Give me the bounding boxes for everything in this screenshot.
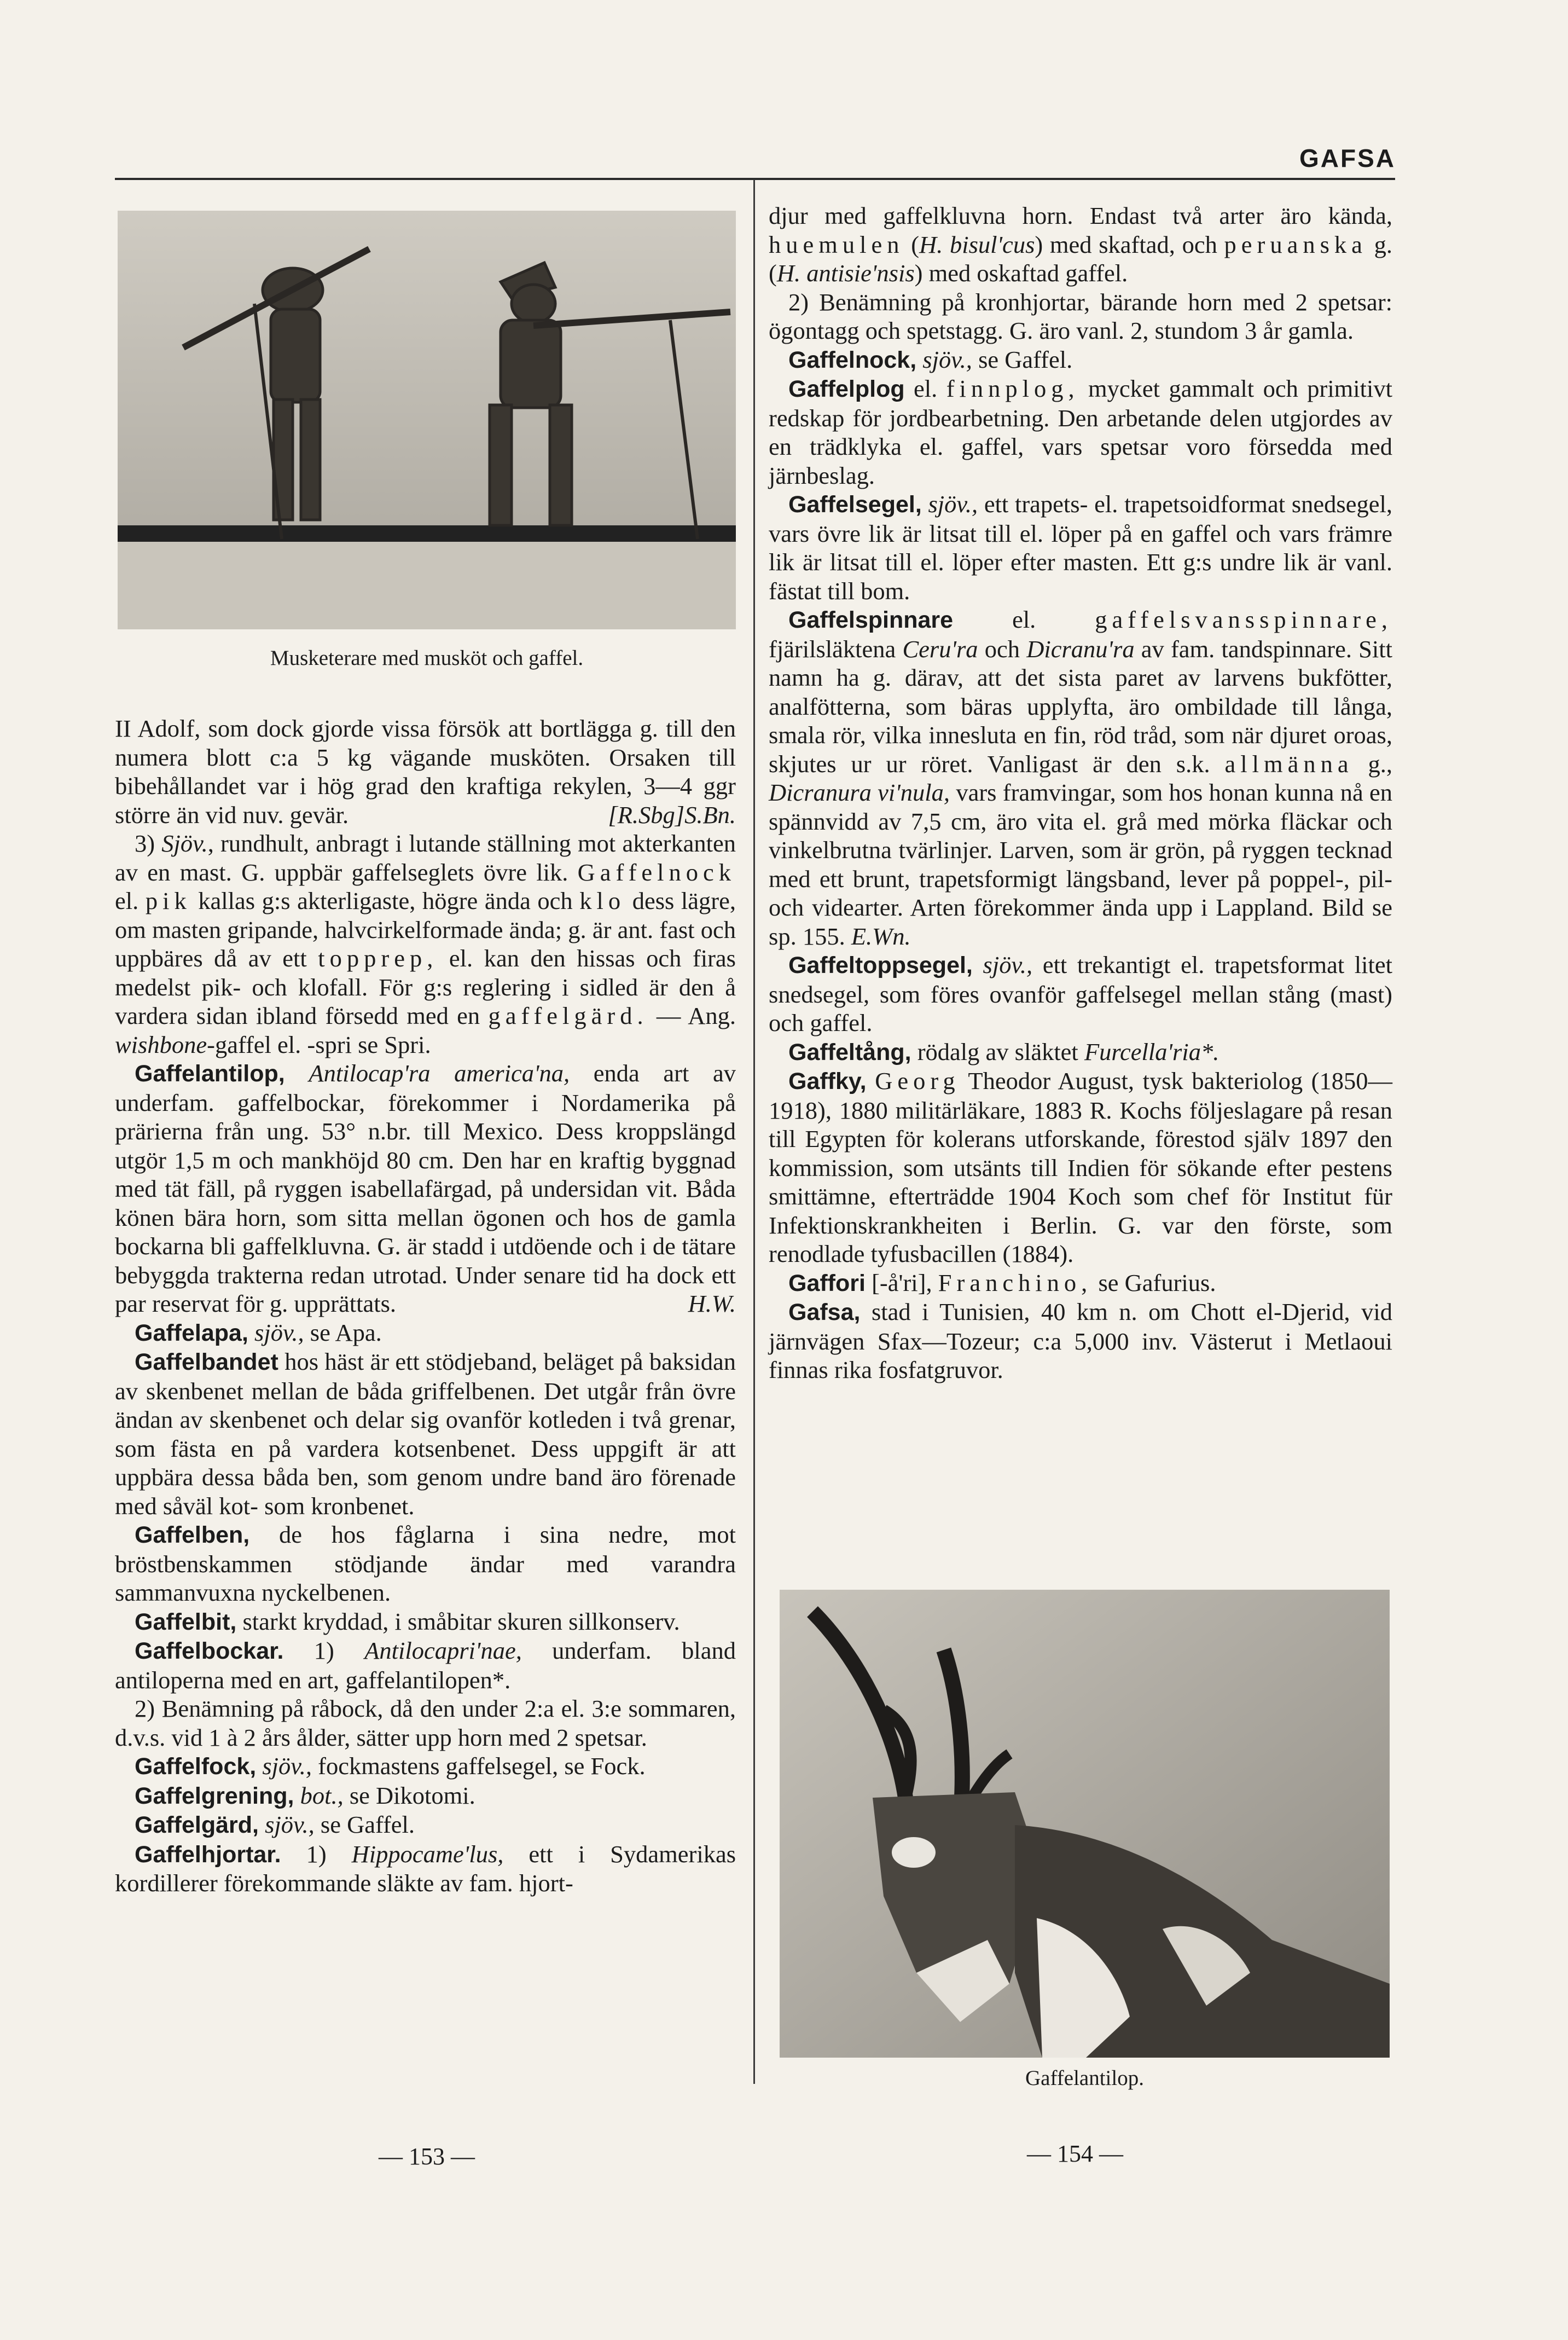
headword: Gaffelben, [135,1522,250,1548]
entry-gafsa [769,1298,1392,1385]
entry-gaffelhjortar-cont [769,201,1392,288]
headword: Gaffky, [788,1068,867,1094]
text: se Gaffel. [320,1811,415,1838]
headword: Gaffelnock, [788,346,917,373]
text: — Ang. [656,1002,736,1029]
text: g., [1368,750,1393,778]
text: ( [911,230,920,258]
spaced-term: topprep, [318,945,438,972]
text: 2) Benämning på råbock, då den under 2:a el. 3:e sommaren, d.v.s. vid 1 à 2 års ålder, sätter upp horn med 2 spetsar. [115,1695,736,1751]
spaced-term: Franchino, [938,1269,1093,1296]
text: Dicranura vi'nula, [769,779,950,806]
entry-gaffelhjortar [115,1840,736,1898]
text: fockmastens gaffelsegel, se Fock. [318,1752,646,1780]
text: H. antisie'nsis [776,259,915,287]
figure-caption-pronghorn: Gaffelantilop. [1025,2066,1144,2090]
text: sjöv., [922,345,972,373]
text: II Adolf, som dock gjorde vissa försök att bortlägga g. till den numera blott c:a 5 kg vägande musköten. Orsaken till bibehållandet var i hög grad den kraftiga rekylen, 3—4 ggr större än vid nuv. gevär. [115,715,736,829]
entry-gaffelapa [115,1318,736,1348]
spaced-term: pik [145,887,191,914]
spaced-term: allmänna [1224,750,1354,778]
entry-gaffelbit [115,1607,736,1637]
text: Ceru'ra [902,635,978,663]
headword: Gaffelgrening, [135,1782,294,1809]
entry-gaffky [769,1067,1392,1269]
entry-gaffelbandet [115,1347,736,1520]
text: stad i Tunisien, 40 km n. om Chott el-Djerid, vid järnvägen Sfax—Tozeur; c:a 5,000 inv. Västerut i Metlaoui finnas rika fosfatgruvor. [769,1298,1393,1383]
author-signature: [R.Sbg]S.Bn. [608,801,736,829]
entry-gaffelsegel [769,490,1392,605]
text: 3) [135,830,155,857]
headword: Gaffelplog [788,376,905,402]
musketeers-illustration [118,211,736,629]
text: el. [115,887,139,914]
headword: Gaffelbockar. [135,1638,284,1664]
running-head: GAFSA [1299,144,1396,172]
pronghorn-photo [780,1590,1390,2058]
text: starkt kryddad, i småbitar skuren sillkonserv. [242,1607,680,1635]
text: 2) Benämning på kronhjortar, bärande horn med 2 spetsar: ögontagg och spetstagg. G. äro vanl. 2, stundom 3 år gamla. [769,288,1392,344]
spaced-term: Georg [875,1067,960,1094]
headword: Gafsa, [788,1299,861,1325]
text: el. kan den hissas och firas medelst pik- och klofall. För g:s reglering i sidled är den å vardera sidan ibland försedd med en [115,945,736,1029]
paragraph-musket-end [115,714,736,829]
text: enda art av underfam. gaffelbockar, förekommer i Nordamerika på prärierna från ung. 53° n.br. till Mexico. Dess kroppslängd utgör 1,5 m och mankhöjd 80 cm. Den har en kraftig byggnad med tät fäll, på ryggen isabellafärgad, på undersidan vit. Båda könen bära horn, som sitta mellan ögonen och hos de gamla bockarna bli gaffelkluvna. G. är stadd i utdöende och i de tätare bebyggda trakterna redan utrotad. Under senare tid ha dock ett par reservat för g. upprättats. [115,1059,736,1317]
text: ) med oskaftad gaffel. [914,259,1128,287]
text: ) med skaftad, och [1035,230,1217,258]
spaced-term: peruanska [1224,230,1367,258]
right-column [769,201,1392,1385]
headword: Gaffelapa, [135,1319,248,1346]
left-column [115,714,736,1898]
paragraph-sjov [115,829,736,1059]
text: ett i Sydamerikas kordillerer förekommande släkte av fam. hjort- [115,1840,736,1897]
text: se Apa. [310,1318,382,1346]
entry-gaffelplog [769,374,1392,490]
headword: Gaffelsegel, [788,491,922,518]
text: -gaffel el. -spri se Spri. [207,1030,431,1058]
text: , rundhult, anbragt i lutande ställning mot akterkanten av en mast. G. uppbär gaffelseglets övre lik. [115,830,736,886]
entry-gaffelspinnare [769,605,1392,951]
entry-gaffelbockar-2 [115,1694,736,1752]
headword: Gaffori [788,1270,866,1296]
text: Furcella'ria*. [1084,1038,1219,1065]
text: dess lägre, om masten gripande, halvcirkelformade ända; g. är ant. fast och uppbäres då av ett [115,887,736,972]
text: Hippocame'lus, [351,1840,504,1868]
headword: Gaffelspinnare [788,607,954,633]
headword: Gaffeltång, [788,1039,911,1065]
text: och [984,635,1020,663]
headword: Gaffelfock, [135,1753,257,1780]
author-signature: H.W. [688,1290,736,1317]
headword: Gaffeltoppsegel, [788,952,973,978]
entry-gaffelgrening [115,1781,736,1811]
text: kallas g:s akterligaste, högre ända och [198,887,573,914]
headword: Gaffelbandet [135,1349,278,1375]
text: Theodor August, tysk bakteriolog (1850—1918), 1880 militärläkare, 1883 R. Kochs följeslagare på resan till Egypten för kolerans utforskande, förestod själv 1897 den kommission, som utsänts till Indien för sökande efter pestens smittämne, efterträdde 1904 Koch som chef för Institut für Infektionskrankheiten i Berlin. G. var den förste, som renodlade tyfusbacillen (1884). [769,1067,1393,1267]
spaced-term: finnplog, [946,375,1079,402]
entry-gaffeltoppsegel [769,951,1392,1038]
pronghorn-photo-image [780,1590,1390,2058]
spaced-term: klo [579,887,626,914]
text: fjärilsläktena [769,635,896,663]
text: sjöv., [265,1811,315,1838]
entry-gaffelfock [115,1752,736,1781]
spaced-term: gaffelgärd. [488,1002,648,1029]
text: underfam. bland antiloperna med en art, gaffelantilopen*. [115,1637,736,1694]
text: se Dikotomi. [349,1781,475,1809]
text: hos häst är ett stödjeband, beläget på baksidan av skenbenet mellan de båda griffelbenen. Det utgår från övre ändan av skenbenet och delar sig ovanför kotleden i två grenar, som fästa en på vardera kotsenbenet. Dess uppgift är att uppbära dessa båda ben, som genom undre band äro förenade med såväl kot- som kronbenet. [115,1348,736,1520]
text: sjöv., [262,1752,312,1780]
text: Sjöv. [161,830,208,857]
page-number-right: — 154 — [1027,2140,1123,2167]
column-divider [753,179,755,2084]
figure-caption-musketeers: Musketerare med musköt och gaffel. [270,646,584,670]
entry-gaffelnock [769,345,1392,375]
text: wishbone [115,1030,207,1058]
text: vars framvingar, som hos honan kunna nå en spännvidd av 7,5 cm, äro vita el. grå med mörka fläckar och vinkelbrutna tvärlinjer. Larven, som är grön, på ryggen tecknad med ett brunt, trapetsformigt längsband, lever på poppel-, pil- och videarter. Arten förekommer ända upp i Lappland. Bild se sp. 155. [769,779,1393,950]
text: se Gafurius. [1098,1269,1216,1296]
text: de hos fåglarna i sina nedre, mot bröstbenskammen stödjande ändar med varandra sammanvuxna nyckelbenen. [115,1521,736,1606]
headword: Gaffelbit, [135,1608,237,1635]
text: bot., [300,1781,344,1809]
author-signature: E.Wn. [851,922,911,950]
text: Antilocapri'nae, [364,1637,522,1664]
entry-gaffelgard [115,1810,736,1840]
entry-gaffelbockar [115,1636,736,1694]
text: 1) [306,1840,327,1868]
text: sjöv., [983,951,1033,978]
entry-gaffelantilop [115,1059,736,1318]
entry-gaffelben [115,1520,736,1607]
text: [-å'ri], [872,1269,932,1296]
text: av fam. tandspinnare. Sitt namn ha g. därav, att det sista paret av larvens bukfötter, analfötterna, som bäras upplyfta, äro ombildade till långa, smala rör, vilka innesluta en fin, röd tråd, som när djuret oroas, skjutes ur ur röret. Vanligast är den s.k. [769,635,1392,778]
headword: Gaffelantilop, [135,1061,285,1087]
entry-gaffelhjortar-2 [769,288,1392,345]
headword: Gaffelhjortar. [135,1841,281,1868]
text: Antilocap'ra america'na, [309,1059,570,1087]
entry-gaffori [769,1269,1392,1298]
text: el. [1012,606,1036,633]
text: sjöv., [254,1318,304,1346]
page-number-left: — 153 — [379,2143,475,2170]
spaced-term: huemulen [769,230,904,258]
text: g. ( [769,230,1393,287]
text: H. bisul'cus [919,230,1035,258]
text: se Gaffel. [978,345,1073,373]
text: rödalg av släktet [917,1038,1078,1065]
entry-gaffeltang [769,1038,1392,1067]
header-rule [115,178,1395,180]
text: 1) [313,1637,334,1664]
musketeers-engraving-image [118,211,736,629]
text: ett trekantigt el. trapetsformat litet snedsegel, som föres ovanför gaffelsegel mellan stång (mast) och gaffel. [769,951,1393,1036]
spaced-term: Gaffelnock [577,858,736,886]
text: djur med gaffelkluvna horn. Endast två arter äro kända, [769,202,1392,229]
headword: Gaffelgärd, [135,1812,259,1838]
text: ett trapets- el. trapetsoidformat snedsegel, vars övre lik är litsat till el. löper på en gaffel och vars främre lik är litsat till el. löper efter masten. Ett g:s undre lik är vanl. fästat till bom. [769,490,1392,605]
text: el. [914,375,938,402]
text: Dicranu'ra [1026,635,1135,663]
text: sjöv., [928,490,978,518]
text: mycket gammalt och primitivt redskap för jordbearbetning. Den arbetande delen utgjordes av en trädklyka el. gaffel, vars spetsar voro försedda med järnbeslag. [769,375,1392,489]
spaced-term: gaffelsvansspinnare, [1095,606,1392,633]
